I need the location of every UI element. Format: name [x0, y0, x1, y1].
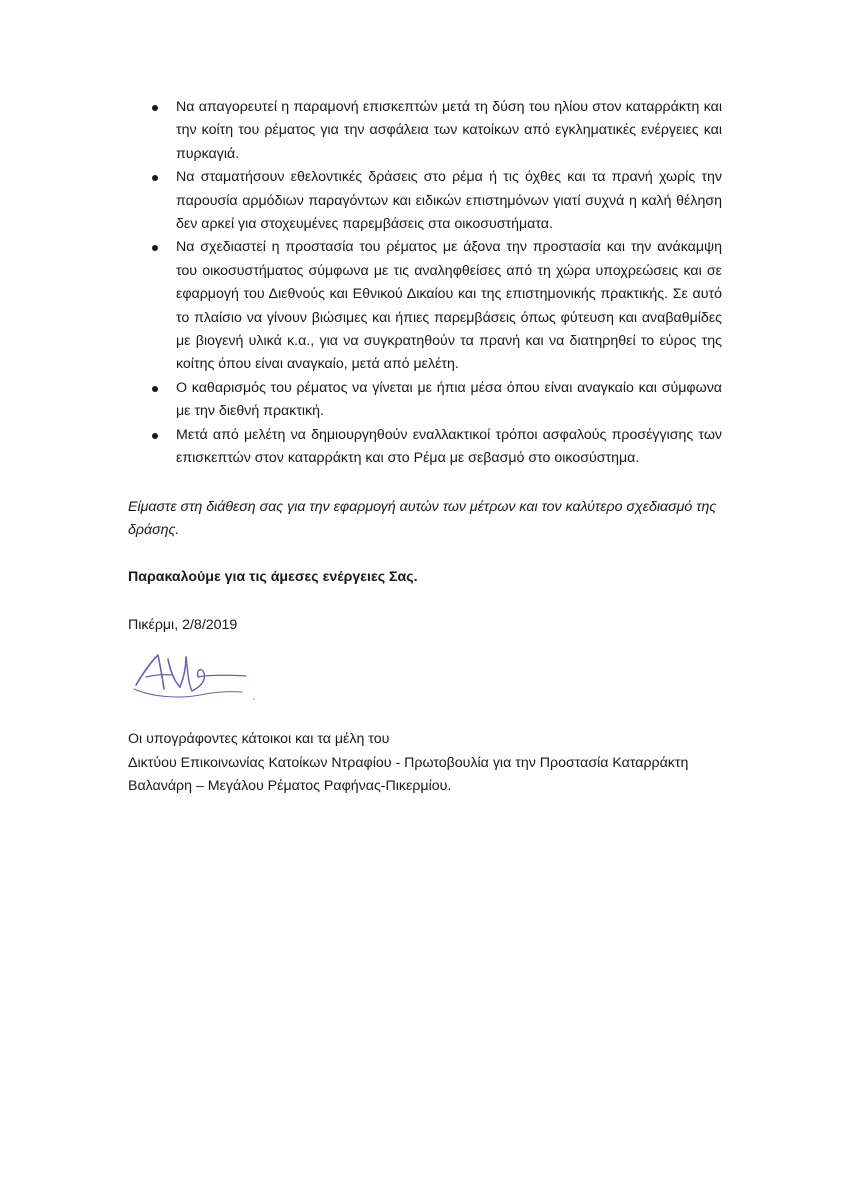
list-item — [128, 166, 722, 236]
list-item — [128, 377, 722, 424]
bullet-icon — [152, 245, 158, 251]
signers-line: Οι υπογράφοντες κάτοικοι και τα μέλη του — [128, 731, 390, 748]
signers-line: Δικτύου Επικοινωνίας Κατοίκων Ντραφίου - Πρωτοβουλία για την Προστασία Καταρράκτη — [128, 754, 689, 771]
closing-paragraph: Είμαστε στη διάθεση σας για την εφαρμογή αυτών των μέτρων και τον καλύτερο σχεδιασμό της δράσης. — [128, 498, 717, 538]
request-line: Παρακαλούμε για τις άμεσες ενέργειες Σας. — [128, 569, 418, 586]
handwritten-signature — [128, 645, 268, 705]
list-item-text: Ο καθαρισμός του ρέματος να γίνεται με ήπια μέσα όπου είναι αναγκαίο και σύμφωνα με την διεθνή πρακτική. — [176, 379, 722, 420]
list-item — [128, 96, 722, 166]
bullet-icon — [152, 175, 158, 181]
measures-list — [128, 96, 722, 471]
signers-line: Βαλανάρη – Μεγάλου Ρέματος Ραφήνας-Πικερμίου. — [128, 777, 452, 794]
list-item-text: Να σχεδιαστεί η προστασία του ρέματος με άξονα την προστασία και την ανάκαμψη του οικοσυστήματος σύμφωνα με τις αναληφθείσες από τη χώρα υποχρεώσεις και σε εφαρμογή του Διεθνούς και Εθνικού Δικαίου και της επιστημονικής πρακτικής. Σε αυτό το πλαίσιο να γίνουν βιώσιμες και ήπιες παρεμβάσεις όπως φύτευση και αναβαθμίδες με βιογενή υλικά κ.α., για να συγκρατηθούν τα πρανή και να διατηρηθεί το εύρος της κοίτης όπου είναι αναγκαίο, μετά από μελέτη. — [176, 239, 722, 373]
place-date: Πικέρμι, 2/8/2019 — [128, 616, 238, 633]
bullet-icon — [152, 433, 158, 439]
list-item-text: Να σταματήσουν εθελοντικές δράσεις στο ρέμα ή τις όχθες και τα πρανή χωρίς την παρουσία αρμόδιων παραγόντων και ειδικών επιστημόνων γιατί συχνά η καλή θέληση δεν αρκεί για στοχευμένες παρεμβάσεις στα οικοσυστήματα. — [176, 169, 722, 233]
list-item — [128, 236, 722, 376]
list-item-text: Μετά από μελέτη να δημιουργηθούν εναλλακτικοί τρόποι ασφαλούς προσέγγισης των επισκεπτών στον καταρράκτη και στο Ρέμα με σεβασμό στο οικοσύστημα. — [176, 426, 722, 467]
list-item — [128, 424, 722, 471]
letter-body — [128, 96, 722, 798]
list-item-text: Να απαγορευτεί η παραμονή επισκεπτών μετά τη δύση του ηλίου στον καταρράκτη και την κοίτη του ρέματος για την ασφάλεια των κατοίκων από εγκληματικές ενέργειες και πυρκαγιά. — [176, 99, 722, 162]
bullet-icon — [152, 386, 158, 392]
signers-block — [128, 728, 722, 798]
bullet-icon — [152, 105, 158, 111]
